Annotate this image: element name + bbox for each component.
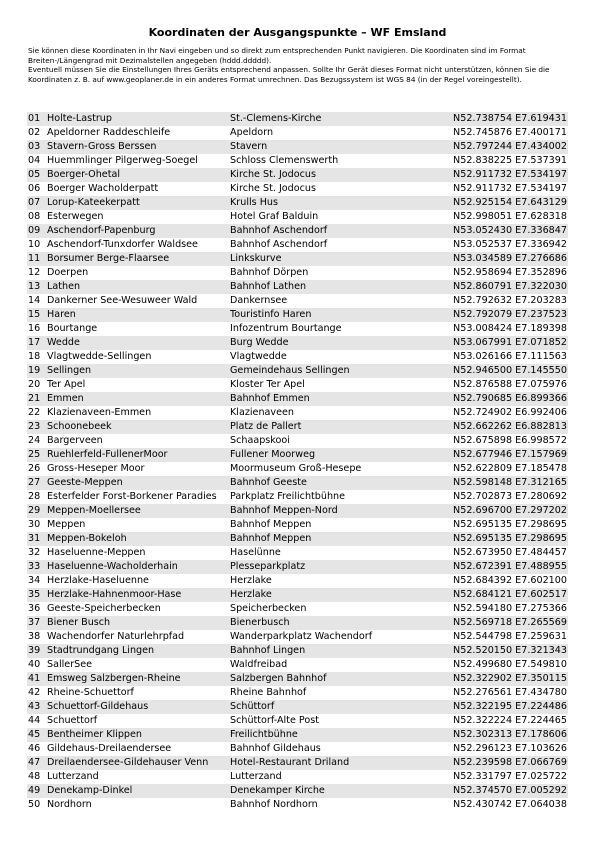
coordinates: N52.598148 E7.312165 [453, 477, 567, 488]
route-name: Bourtange [47, 323, 98, 334]
start-point: Bahnhof Lingen [230, 645, 306, 656]
row-number: 21 [28, 393, 41, 404]
coordinates: N52.662262 E6.882813 [453, 421, 567, 432]
route-name: Lathen [47, 281, 81, 292]
row-number: 06 [28, 183, 41, 194]
coordinates: N52.302313 E7.178606 [453, 729, 567, 740]
start-point: Kloster Ter Apel [230, 379, 305, 390]
table-row [27, 294, 568, 308]
row-number: 38 [28, 631, 41, 642]
table-row [27, 322, 568, 336]
row-number: 30 [28, 519, 41, 530]
route-name: Holte-Lastrup [47, 113, 112, 124]
table-row [27, 672, 568, 686]
row-number: 33 [28, 561, 41, 572]
start-point: Kirche St. Jodocus [230, 183, 316, 194]
table-row [27, 252, 568, 266]
coordinates: N53.008424 E7.189398 [453, 323, 567, 334]
row-number: 27 [28, 477, 41, 488]
route-name: Stavern-Gross Berssen [47, 141, 157, 152]
route-name: Meppen-Moellersee [47, 505, 141, 516]
coordinates: N52.790685 E6.899366 [453, 393, 567, 404]
coordinates: N53.026166 E7.111563 [453, 351, 567, 362]
route-name: Biener Busch [47, 617, 111, 628]
start-point: Apeldorn [230, 127, 274, 138]
start-point: Bahnhof Emmen [230, 393, 310, 404]
coordinates: N52.876588 E7.075976 [453, 379, 567, 390]
coordinates: N52.499680 E7.549810 [453, 659, 567, 670]
table-row [27, 210, 568, 224]
table-row [27, 126, 568, 140]
row-number: 34 [28, 575, 41, 586]
route-name: Huemmlinger Pilgerweg-Soegel [47, 155, 198, 166]
row-number: 18 [28, 351, 41, 362]
table-row [27, 728, 568, 742]
start-point: Hotel-Restaurant Driland [230, 757, 350, 768]
start-point: Klazienaveen [230, 407, 294, 418]
coordinates: N52.239598 E7.066769 [453, 757, 567, 768]
start-point: Burg Wedde [230, 337, 289, 348]
start-point: Parkplatz Freilichtbühne [230, 491, 346, 502]
route-name: Esterfelder Forst-Borkener Paradies [47, 491, 217, 502]
coordinates: N52.276561 E7.434780 [453, 687, 567, 698]
row-number: 03 [28, 141, 41, 152]
start-point: Fullener Moorweg [230, 449, 316, 460]
coordinates: N52.925154 E7.643129 [453, 197, 567, 208]
table-row [27, 140, 568, 154]
route-name: Haseluenne-Wacholderhain [47, 561, 178, 572]
coordinates: N52.672391 E7.488955 [453, 561, 567, 572]
route-name: Stadtrundgang Lingen [47, 645, 155, 656]
coordinates: N53.034589 E7.276686 [453, 253, 567, 264]
row-number: 47 [28, 757, 41, 768]
table-row [27, 406, 568, 420]
row-number: 02 [28, 127, 41, 138]
table-row [27, 238, 568, 252]
route-name: Schuettorf-Gildehaus [47, 701, 149, 712]
route-name: Nordhorn [47, 799, 92, 810]
route-name: Borsumer Berge-Flaarsee [47, 253, 170, 264]
table-row [27, 434, 568, 448]
table-row [27, 504, 568, 518]
start-point: Haselünne [230, 547, 281, 558]
coordinates: N52.374570 E7.005292 [453, 785, 567, 796]
route-name: Geeste-Meppen [47, 477, 123, 488]
table-row [27, 112, 568, 126]
start-point: Denekamper Kirche [230, 785, 325, 796]
coordinates: N52.622809 E7.185478 [453, 463, 567, 474]
table-row [27, 658, 568, 672]
table-row [27, 546, 568, 560]
row-number: 22 [28, 407, 41, 418]
intro-paragraph: Sie können diese Koordinaten in Ihr Navi eingeben und so direkt zum entsprechenden Punkt navigieren. Die Koordinaten sind im Format Breiten-/Längengrad mit Dezimalstellen angegeben (hddd.ddddd). [28, 46, 526, 65]
coordinates: N52.684121 E7.602517 [453, 589, 567, 600]
row-number: 48 [28, 771, 41, 782]
start-point: Stavern [230, 141, 268, 152]
coordinates: N52.702873 E7.280692 [453, 491, 567, 502]
route-name: SallerSee [47, 659, 93, 670]
table-row [27, 518, 568, 532]
coordinates: N52.673950 E7.484457 [453, 547, 567, 558]
row-number: 08 [28, 211, 41, 222]
route-name: Denekamp-Dinkel [47, 785, 133, 796]
route-name: Gildehaus-Dreilaendersee [47, 743, 172, 754]
route-name: Meppen [47, 519, 86, 530]
row-number: 35 [28, 589, 41, 600]
coordinates: N52.860791 E7.322030 [453, 281, 567, 292]
route-name: Meppen-Bokeloh [47, 533, 127, 544]
route-name: Geeste-Speicherbecken [47, 603, 161, 614]
row-number: 26 [28, 463, 41, 474]
coordinates: N52.998051 E7.628318 [453, 211, 567, 222]
row-number: 37 [28, 617, 41, 628]
row-number: 32 [28, 547, 41, 558]
coordinates: N52.695135 E7.298695 [453, 519, 567, 530]
start-point: Moormuseum Groß-Hesepe [230, 463, 362, 474]
start-point: Bahnhof Meppen [230, 519, 312, 530]
start-point: Platz de Pallert [230, 421, 302, 432]
route-name: Sellingen [47, 365, 92, 376]
row-number: 12 [28, 267, 41, 278]
coordinates: N52.797244 E7.434002 [453, 141, 567, 152]
row-number: 24 [28, 435, 41, 446]
table-row [27, 616, 568, 630]
route-name: Aschendorf-Papenburg [47, 225, 156, 236]
table-row [27, 602, 568, 616]
row-number: 10 [28, 239, 41, 250]
table-row [27, 196, 568, 210]
table-row [27, 336, 568, 350]
row-number: 19 [28, 365, 41, 376]
start-point: Schüttorf-Alte Post [230, 715, 319, 726]
row-number: 07 [28, 197, 41, 208]
table-row [27, 574, 568, 588]
row-number: 42 [28, 687, 41, 698]
route-name: Haseluenne-Meppen [47, 547, 146, 558]
row-number: 41 [28, 673, 41, 684]
row-number: 17 [28, 337, 41, 348]
route-name: Schoonebeek [47, 421, 112, 432]
table-row [27, 644, 568, 658]
coordinates: N52.792079 E7.237523 [453, 309, 567, 320]
route-name: Dreilaendersee-Gildehauser Venn [47, 757, 209, 768]
start-point: Bahnhof Meppen [230, 533, 312, 544]
route-name: Dankerner See-Wesuweer Wald [47, 295, 198, 306]
table-row [27, 448, 568, 462]
row-number: 44 [28, 715, 41, 726]
table-row [27, 700, 568, 714]
route-name: Bargerveen [47, 435, 103, 446]
coordinates: N52.296123 E7.103626 [453, 743, 567, 754]
coordinates: N52.724902 E6.992406 [453, 407, 567, 418]
start-point: Schüttorf [230, 701, 275, 712]
coordinates: N52.520150 E7.321343 [453, 645, 567, 656]
route-name: Haren [47, 309, 76, 320]
table-row [27, 714, 568, 728]
table-row [27, 182, 568, 196]
coordinates-table [27, 112, 568, 812]
start-point: Infozentrum Bourtange [230, 323, 342, 334]
coordinates: N52.594180 E7.275366 [453, 603, 567, 614]
start-point: Bahnhof Meppen-Nord [230, 505, 338, 516]
start-point: Salzbergen Bahnhof [230, 673, 327, 684]
intro-paragraph: Eventuell müssen Sie die Einstellungen Ihres Geräts entsprechend anpassen. Sollte Ihr Gerät dieses Format nicht unterstützen, können Sie die Koordinaten z. B. auf www.geoplaner.de in ein anderes Format umrechnen. Das Bezugssystem ist WGS 84 (in der Regel voreingestellt). [28, 65, 550, 84]
coordinates: N52.430742 E7.064038 [453, 799, 567, 810]
row-number: 11 [28, 253, 41, 264]
page-title: Koordinaten der Ausgangspunkte – WF Emsland [148, 26, 447, 39]
table-row [27, 532, 568, 546]
table-row [27, 280, 568, 294]
coordinates: N53.052537 E7.336942 [453, 239, 567, 250]
coordinates: N52.677946 E7.157969 [453, 449, 567, 460]
coordinates: N52.544798 E7.259631 [453, 631, 567, 642]
coordinates: N52.911732 E7.534197 [453, 183, 567, 194]
table-row [27, 378, 568, 392]
start-point: Bienerbusch [230, 617, 290, 628]
start-point: Bahnhof Nordhorn [230, 799, 318, 810]
start-point: Herzlake [230, 589, 272, 600]
table-row [27, 168, 568, 182]
row-number: 23 [28, 421, 41, 432]
coordinates: N52.738754 E7.619431 [453, 113, 567, 124]
start-point: Krulls Hus [230, 197, 278, 208]
route-name: Klazienaveen-Emmen [47, 407, 152, 418]
table-row [27, 742, 568, 756]
row-number: 25 [28, 449, 41, 460]
start-point: Plesseparkplatz [230, 561, 306, 572]
table-row [27, 476, 568, 490]
route-name: Lorup-Kateekerpatt [47, 197, 140, 208]
row-number: 15 [28, 309, 41, 320]
table-row [27, 364, 568, 378]
start-point: Bahnhof Lathen [230, 281, 307, 292]
coordinates: N52.675898 E6.998572 [453, 435, 567, 446]
route-name: Esterwegen [47, 211, 104, 222]
table-row [27, 392, 568, 406]
coordinates: N52.696700 E7.297202 [453, 505, 567, 516]
route-name: Apeldorner Raddeschleife [47, 127, 171, 138]
coordinates: N52.838225 E7.537391 [453, 155, 567, 166]
row-number: 29 [28, 505, 41, 516]
route-name: Wachendorfer Naturlehrpfad [47, 631, 185, 642]
start-point: Herzlake [230, 575, 272, 586]
row-number: 46 [28, 743, 41, 754]
coordinates: N52.958694 E7.352896 [453, 267, 567, 278]
start-point: Schaapskooi [230, 435, 290, 446]
table-row [27, 224, 568, 238]
row-number: 43 [28, 701, 41, 712]
start-point: Waldfreibad [230, 659, 288, 670]
row-number: 40 [28, 659, 41, 670]
intro-text [28, 46, 568, 84]
start-point: Linkskurve [230, 253, 282, 264]
route-name: Emmen [47, 393, 84, 404]
start-point: Speicherbecken [230, 603, 307, 614]
table-row [27, 462, 568, 476]
coordinates: N52.792632 E7.203283 [453, 295, 567, 306]
route-name: Aschendorf-Tunxdorfer Waldsee [47, 239, 198, 250]
route-name: Emsweg Salzbergen-Rheine [47, 673, 181, 684]
coordinates: N52.745876 E7.400171 [453, 127, 567, 138]
route-name: Herzlake-Haseluenne [47, 575, 149, 586]
table-row [27, 420, 568, 434]
start-point: Bahnhof Aschendorf [230, 239, 328, 250]
start-point: Bahnhof Dörpen [230, 267, 309, 278]
row-number: 13 [28, 281, 41, 292]
row-number: 31 [28, 533, 41, 544]
table-row [27, 756, 568, 770]
start-point: Gemeindehaus Sellingen [230, 365, 350, 376]
table-row [27, 588, 568, 602]
row-number: 04 [28, 155, 41, 166]
start-point: Wanderparkplatz Wachendorf [230, 631, 373, 642]
table-row [27, 686, 568, 700]
table-row [27, 266, 568, 280]
start-point: Bahnhof Gildehaus [230, 743, 321, 754]
route-name: Schuettorf [47, 715, 98, 726]
start-point: Vlagtwedde [230, 351, 287, 362]
start-point: Kirche St. Jodocus [230, 169, 316, 180]
row-number: 05 [28, 169, 41, 180]
row-number: 50 [28, 799, 41, 810]
route-name: Boerger Wacholderpatt [47, 183, 159, 194]
row-number: 49 [28, 785, 41, 796]
table-row [27, 308, 568, 322]
start-point: Touristinfo Haren [230, 309, 312, 320]
table-row [27, 560, 568, 574]
row-number: 01 [28, 113, 41, 124]
route-name: Bentheimer Klippen [47, 729, 143, 740]
row-number: 39 [28, 645, 41, 656]
start-point: Lutterzand [230, 771, 282, 782]
start-point: Rheine Bahnhof [230, 687, 307, 698]
coordinates: N53.052430 E7.336847 [453, 225, 567, 236]
coordinates: N52.322195 E7.224486 [453, 701, 567, 712]
coordinates: N52.946500 E7.145550 [453, 365, 567, 376]
route-name: Boerger-Ohetal [47, 169, 121, 180]
coordinates: N52.322902 E7.350115 [453, 673, 567, 684]
start-point: St.-Clemens-Kirche [230, 113, 322, 124]
route-name: Ruehlerfeld-FullenerMoor [47, 449, 168, 460]
start-point: Hotel Graf Balduin [230, 211, 319, 222]
coordinates: N52.322224 E7.224465 [453, 715, 567, 726]
row-number: 14 [28, 295, 41, 306]
coordinates: N53.067991 E7.071852 [453, 337, 567, 348]
start-point: Bahnhof Aschendorf [230, 225, 328, 236]
route-name: Ter Apel [47, 379, 86, 390]
route-name: Lutterzand [47, 771, 99, 782]
row-number: 20 [28, 379, 41, 390]
coordinates: N52.684392 E7.602100 [453, 575, 567, 586]
route-name: Doerpen [47, 267, 89, 278]
table-row [27, 350, 568, 364]
start-point: Freilichtbühne [230, 729, 298, 740]
table-row [27, 798, 568, 812]
row-number: 36 [28, 603, 41, 614]
route-name: Vlagtwedde-Sellingen [47, 351, 152, 362]
table-row [27, 784, 568, 798]
row-number: 09 [28, 225, 41, 236]
start-point: Bahnhof Geeste [230, 477, 307, 488]
route-name: Herzlake-Hahnenmoor-Hase [47, 589, 182, 600]
coordinates: N52.911732 E7.534197 [453, 169, 567, 180]
table-row [27, 154, 568, 168]
route-name: Gross-Heseper Moor [47, 463, 145, 474]
row-number: 16 [28, 323, 41, 334]
coordinates: N52.569718 E7.265569 [453, 617, 567, 628]
table-row [27, 770, 568, 784]
start-point: Schloss Clemenswerth [230, 155, 339, 166]
row-number: 45 [28, 729, 41, 740]
coordinates: N52.331797 E7.025722 [453, 771, 567, 782]
route-name: Wedde [47, 337, 80, 348]
coordinates: N52.695135 E7.298695 [453, 533, 567, 544]
table-row [27, 630, 568, 644]
table-row [27, 490, 568, 504]
row-number: 28 [28, 491, 41, 502]
start-point: Dankernsee [230, 295, 288, 306]
route-name: Rheine-Schuettorf [47, 687, 134, 698]
